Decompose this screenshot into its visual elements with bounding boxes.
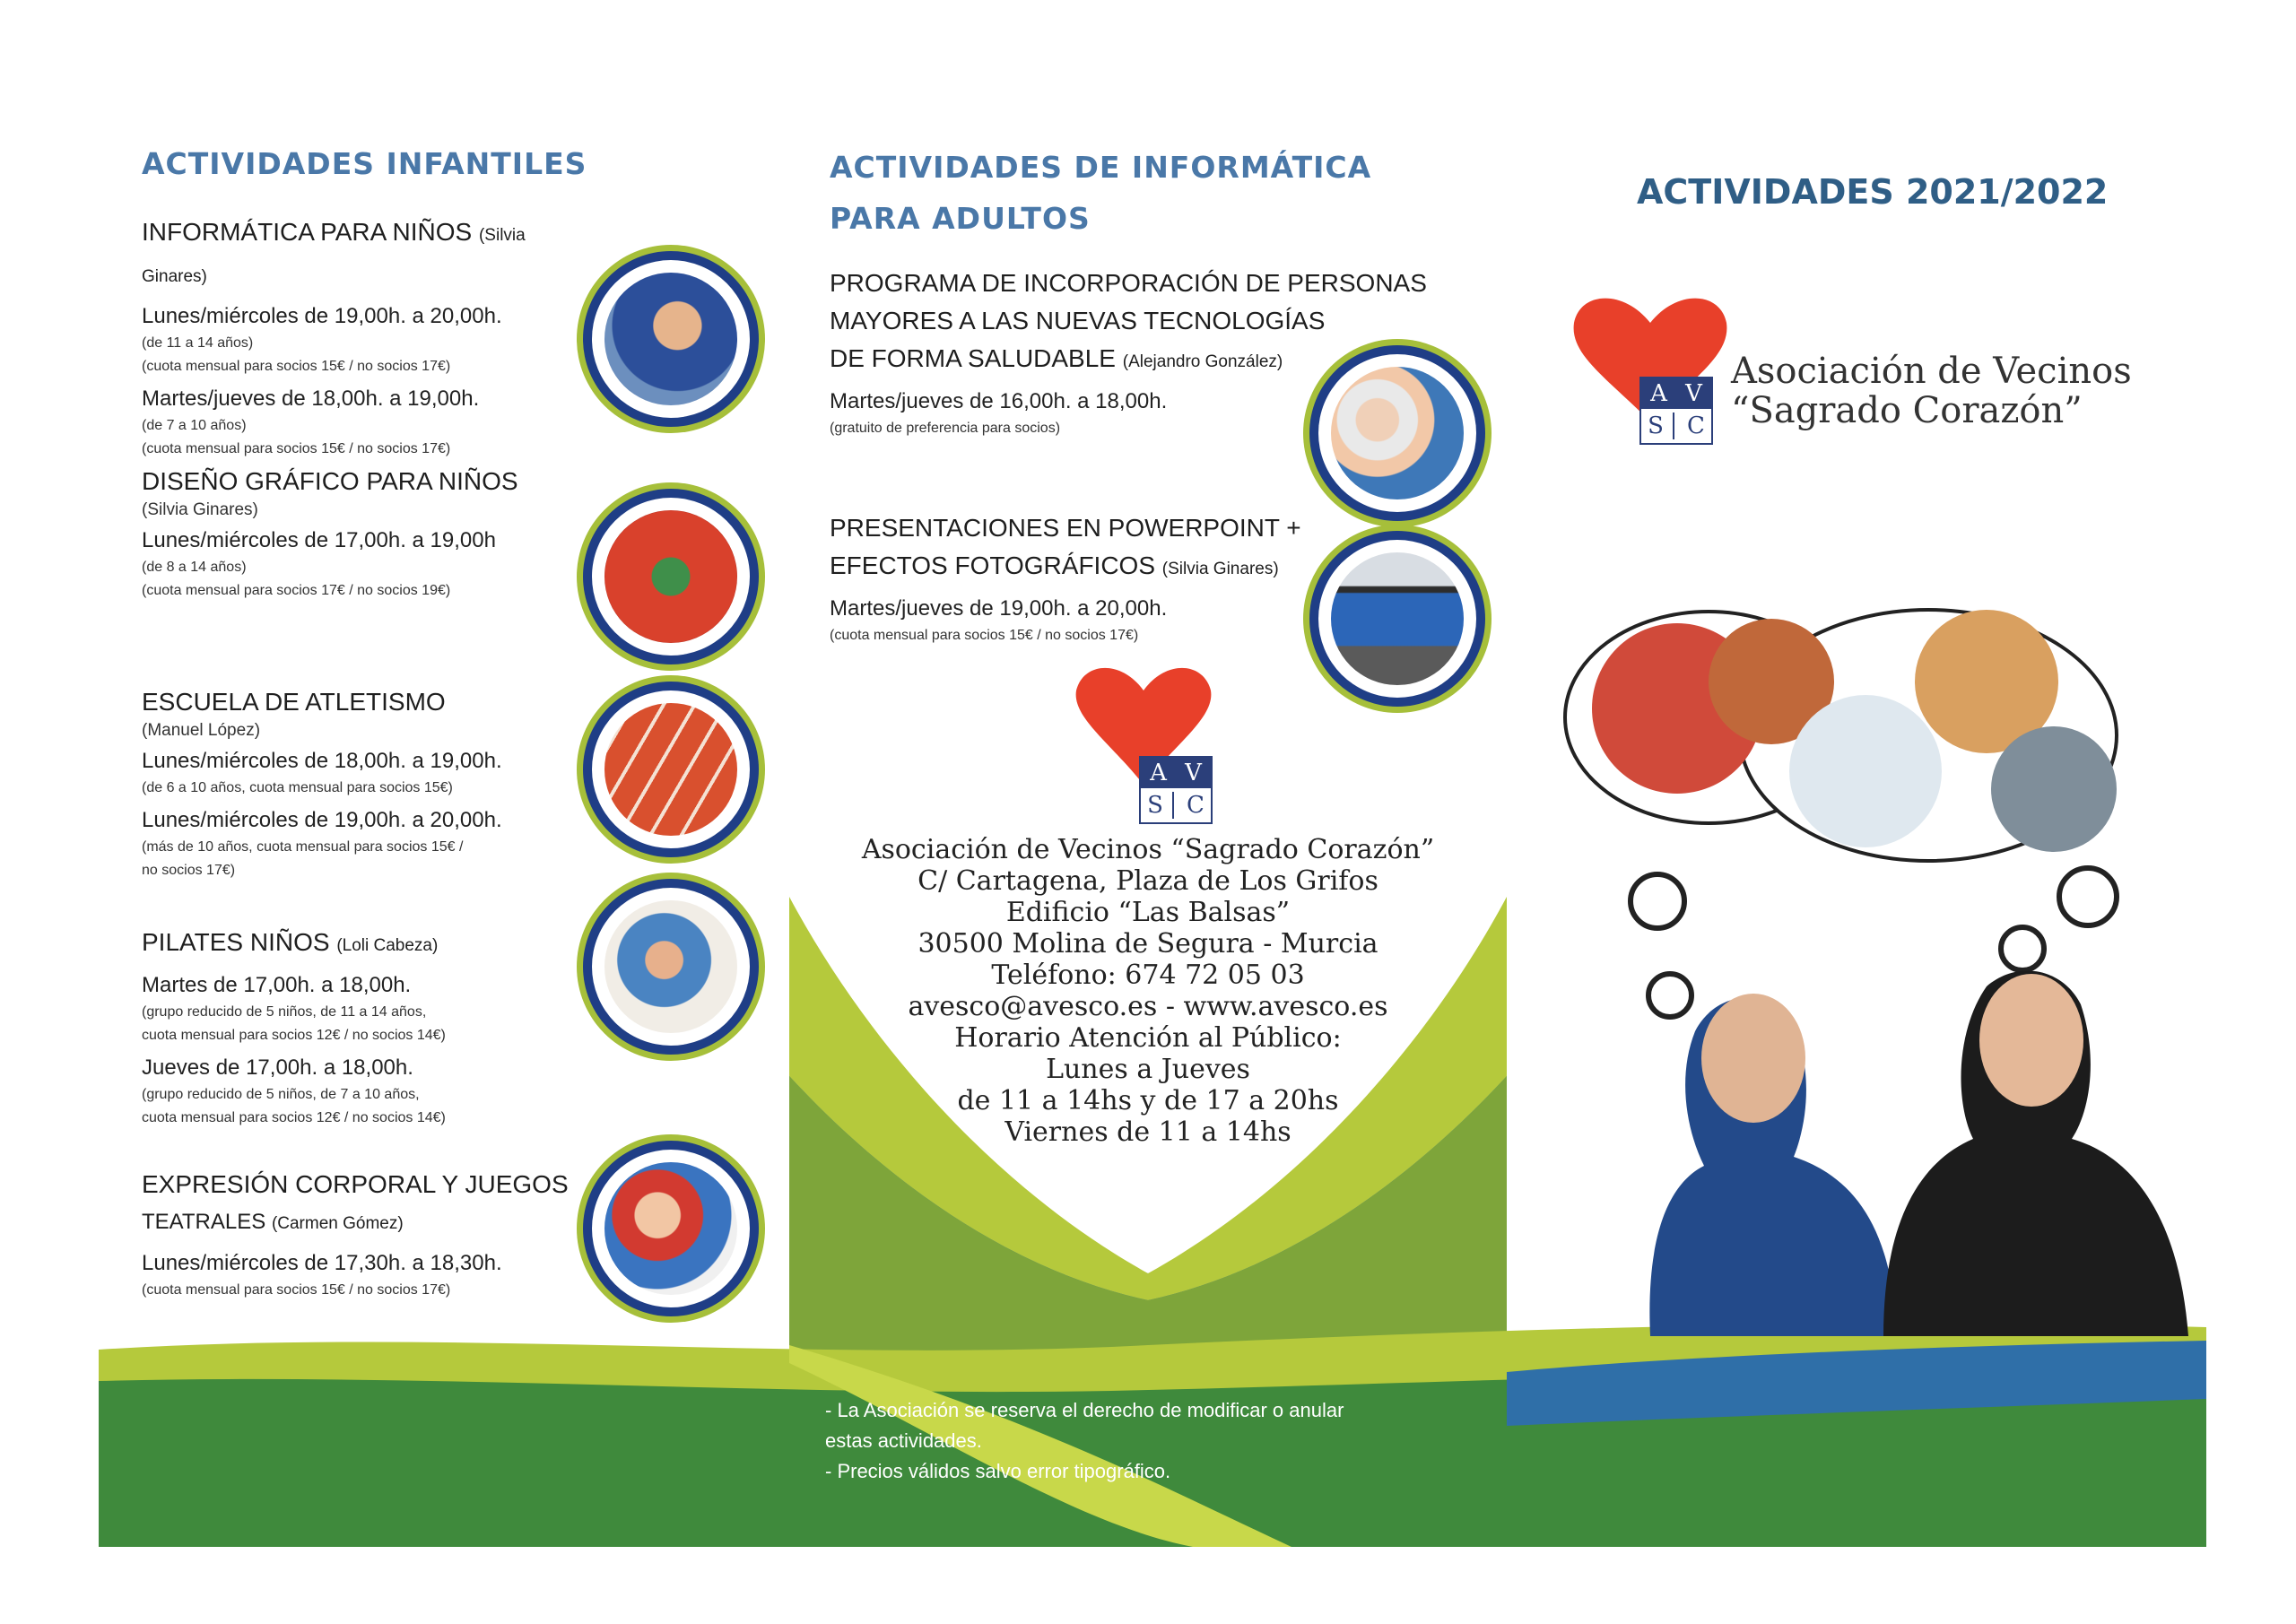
cloud-photo-yoga (1789, 695, 1942, 847)
org-name-line-1: Asociación de Vecinos (1731, 351, 2132, 392)
activity-schedule: Martes/jueves de 18,00h. a 19,00h. (142, 386, 480, 411)
photo-circle-atletismo (592, 690, 750, 848)
infantiles-heading: ACTIVIDADES INFANTILES (142, 146, 587, 181)
badge-letter: C (1687, 413, 1705, 439)
activity-note: (cuota mensual para socios 15€ / no socios 17€) (142, 359, 451, 374)
disclaimer-line: - Precios válidos salvo error tipográfico. (825, 1460, 1171, 1482)
activity-note: (de 11 a 14 años) (142, 335, 254, 351)
activity-title: PRESENTACIONES EN POWERPOINT + (830, 514, 1301, 542)
activity-title: DISEÑO GRÁFICO PARA NIÑOS (142, 467, 518, 495)
activity-title-continued: TEATRALES (142, 1210, 266, 1234)
contact-line: de 11 a 14hs y de 17 a 20hs (957, 1085, 1339, 1116)
badge-letter: S (1648, 413, 1674, 439)
activity-note: (grupo reducido de 5 niños, de 7 a 10 años, (142, 1087, 420, 1102)
contact-block (789, 834, 1507, 1148)
cover-title: ACTIVIDADES 2021/2022 (1637, 172, 2109, 212)
contact-email-web: avesco@avesco.es - www.avesco.es (908, 991, 1388, 1022)
badge-letter: S (1147, 792, 1174, 819)
photo-circle-diseno (592, 498, 750, 656)
activity-title: ESCUELA DE ATLETISMO (142, 688, 446, 716)
activity-expresion-corporal (142, 1166, 590, 1302)
photo-circle-pilates (592, 888, 750, 1046)
activity-schedule: Martes de 17,00h. a 18,00h. (142, 973, 412, 997)
thought-circle-3 (2001, 927, 2044, 970)
adultos-heading-line-2: PARA ADULTOS (830, 201, 1091, 236)
activity-schedule: Lunes/miércoles de 18,00h. a 19,00h. (142, 749, 502, 773)
activity-note: (cuota mensual para socios 15€ / no socios 17€) (142, 441, 451, 456)
disclaimer-line: - La Asociación se reserva el derecho de modificar o anular (825, 1399, 1344, 1421)
disclaimer-line: estas actividades. (825, 1429, 982, 1452)
activity-title: EFECTOS FOTOGRÁFICOS (830, 551, 1156, 579)
activity-note: (cuota mensual para socios 15€ / no socios 17€) (142, 1282, 451, 1298)
photo-circle-mayores (1318, 354, 1476, 512)
activity-note: (de 8 a 14 años) (142, 560, 247, 575)
activity-title: PROGRAMA DE INCORPORACIÓN DE PERSONAS (830, 269, 1427, 297)
activity-instructor: (Alejandro González) (1122, 352, 1283, 371)
activity-schedule: Lunes/miércoles de 17,30h. a 18,30h. (142, 1251, 502, 1275)
activity-schedule: Lunes/miércoles de 19,00h. a 20,00h. (142, 304, 502, 328)
activity-schedule: Jueves de 17,00h. a 18,00h. (142, 1055, 413, 1080)
contact-line: Asociación de Vecinos “Sagrado Corazón” (861, 834, 1435, 865)
contact-line: Viernes de 11 a 14hs (1004, 1116, 1292, 1148)
activity-note: (de 6 a 10 años, cuota mensual para socios 15€) (142, 780, 453, 795)
activity-instructor: (Silvia Ginares) (1161, 560, 1279, 578)
adultos-heading (830, 142, 1371, 244)
contact-line: Lunes a Jueves (1046, 1054, 1250, 1085)
contact-line: C/ Cartagena, Plaza de Los Grifos (918, 865, 1378, 897)
activity-instructor: (Manuel López) (142, 721, 261, 740)
org-name (1731, 352, 2132, 430)
activity-note: cuota mensual para socios 12€ / no socios 14€) (142, 1110, 446, 1125)
activity-schedule: Lunes/miércoles de 17,00h. a 19,00h (142, 528, 496, 552)
contact-line: 30500 Molina de Segura - Murcia (918, 928, 1378, 960)
activity-note: (gratuito de preferencia para socios) (830, 421, 1061, 436)
cloud-photo-group (1991, 726, 2117, 852)
thought-circle-2 (1648, 974, 1692, 1017)
activity-note: (cuota mensual para socios 15€ / no socios 17€) (830, 628, 1139, 643)
avsc-badge-cover (1639, 377, 1713, 445)
activity-title: DE FORMA SALUDABLE (830, 344, 1116, 372)
activity-note: (grupo reducido de 5 niños, de 11 a 14 años, (142, 1004, 427, 1020)
activity-atletismo (142, 683, 581, 882)
activity-schedule: Martes/jueves de 16,00h. a 18,00h. (830, 389, 1168, 413)
activity-instructor: (Silvia Ginares) (142, 226, 526, 286)
contact-phone: Teléfono: 674 72 05 03 (991, 960, 1305, 991)
photo-circle-expresion (592, 1150, 750, 1307)
avsc-badge-middle (1139, 756, 1213, 824)
activity-title: MAYORES A LAS NUEVAS TECNOLOGÍAS (830, 307, 1326, 334)
activity-note: (de 7 a 10 años) (142, 418, 247, 433)
badge-letter: C (1187, 792, 1205, 819)
disclaimer (825, 1395, 1453, 1487)
activity-instructor: (Carmen Gómez) (271, 1214, 404, 1233)
activity-instructor: (Silvia Ginares) (142, 500, 258, 519)
activity-pilates (142, 924, 581, 1130)
activity-note: no socios 17€) (142, 863, 236, 878)
photo-circle-powerpoint (1318, 540, 1476, 698)
activity-informatica-ninos (142, 213, 581, 461)
activity-schedule: Lunes/miércoles de 19,00h. a 20,00h. (142, 808, 502, 832)
badge-letter: A (1150, 760, 1167, 786)
activity-note: (más de 10 años, cuota mensual para socios 15€ / (142, 839, 464, 855)
badge-letter: V (1685, 380, 1702, 407)
activity-instructor: (Loli Cabeza) (336, 936, 439, 955)
photo-circle-informatica (592, 260, 750, 418)
woman-head (1701, 994, 1805, 1123)
activity-title: INFORMÁTICA PARA NIÑOS (142, 218, 473, 246)
activity-note: cuota mensual para socios 12€ / no socios 14€) (142, 1028, 446, 1043)
badge-letter: V (1185, 760, 1202, 786)
contact-line: Horario Atención al Público: (954, 1022, 1342, 1054)
org-name-line-2: “Sagrado Corazón” (1731, 390, 2083, 431)
activity-schedule: Martes/jueves de 19,00h. a 20,00h. (830, 596, 1168, 621)
man-head (1979, 974, 2083, 1107)
badge-letter: A (1650, 380, 1667, 407)
activity-title: EXPRESIÓN CORPORAL Y JUEGOS (142, 1170, 569, 1198)
thought-circle-1 (1631, 874, 1684, 928)
activity-note: (cuota mensual para socios 17€ / no socios 19€) (142, 583, 451, 598)
activity-title: PILATES NIÑOS (142, 928, 330, 956)
activity-diseno-grafico (142, 463, 581, 603)
contact-line: Edificio “Las Balsas” (1005, 897, 1291, 928)
thought-circle-4 (2059, 868, 2117, 925)
adultos-heading-line-1: ACTIVIDADES DE INFORMÁTICA (830, 150, 1372, 185)
